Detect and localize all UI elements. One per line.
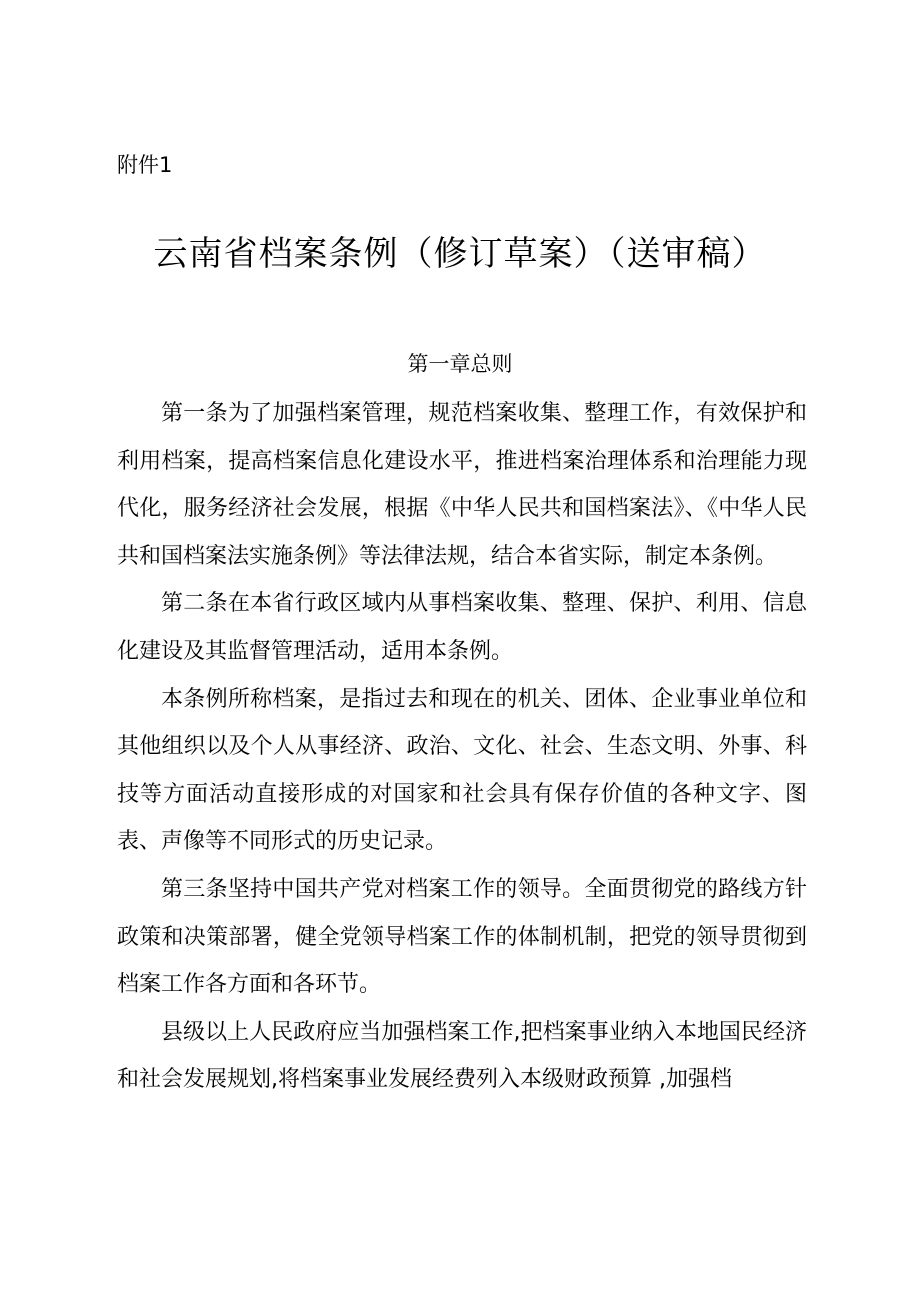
attachment-label: 附件1 (117, 153, 173, 177)
paragraph-article-2: 第二条在本省行政区域内从事档案收集、整理、保护、利用、信息化建设及其监督管理活动，适用本条例。 (117, 591, 807, 664)
paragraph-article-1: 第一条为了加强档案管理，规范档案收集、整理工作，有效保护和利用档案，提高档案信息化建设水平，推进档案治理体系和治理能力现代化，服务经济社会发展，根据《中华人民共和国档案法》、《中华人民共和国档案法实施条例》等法律法规，结合本省实际，制定本条例。 (117, 401, 807, 569)
paragraph-government-duty: 县级以上人民政府应当加强档案工作,把档案事业纳入本地国民经济和社会发展规划,将档案事业发展经费列入本级财政预算 ,加强档 (117, 1019, 807, 1093)
paragraph-archive-definition: 本条例所称档案，是指过去和现在的机关、团体、企业事业单位和其他组织以及个人从事经济、政治、文化、社会、生态文明、外事、科技等方面活动直接形成的对国家和社会具有保存价值的各种文字、图表、声像等不同形式的历史记录。 (117, 686, 807, 855)
document-body (117, 390, 807, 1104)
document-title: 云南省档案条例（修订草案）（送审稿） (153, 234, 767, 274)
paragraph-article-3: 第三条坚持中国共产党对档案工作的领导。全面贯彻党的路线方针政策和决策部署，健全党领导档案工作的体制机制，把党的领导贯彻到档案工作各方面和各环节。 (117, 876, 807, 998)
chapter-heading: 第一章总则 (407, 352, 513, 376)
